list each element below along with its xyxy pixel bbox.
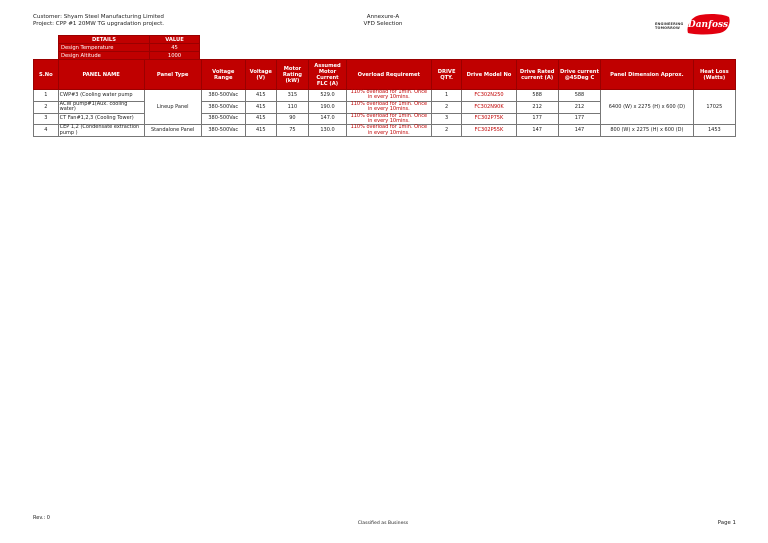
row-motor-current: 529.0 bbox=[309, 90, 347, 102]
header-customer-project bbox=[33, 14, 164, 29]
row-rated-current: 147 bbox=[516, 125, 558, 137]
row-overload: 110% overload for 1min. Once in every 10mins. bbox=[346, 101, 431, 113]
col-drive-qty: DRIVE QTY. bbox=[431, 60, 462, 90]
design-temperature-value: 45 bbox=[150, 44, 200, 52]
revision-label: Rev.: 0 bbox=[33, 515, 50, 521]
row-panel-name: CWP#3 (Cooling water pump bbox=[58, 90, 144, 102]
row-voltage: 415 bbox=[245, 101, 276, 113]
row-rated-current: 177 bbox=[516, 113, 558, 125]
brand-tagline bbox=[655, 22, 683, 30]
row-rated-current: 212 bbox=[516, 101, 558, 113]
lineup-panel-dimension: 6400 (W) x 2275 (H) x 600 (D) bbox=[601, 90, 694, 125]
page-number: Page 1 bbox=[717, 520, 736, 526]
row-voltage: 415 bbox=[245, 125, 276, 137]
lineup-heat-loss: 17025 bbox=[693, 90, 735, 125]
row-drive-model: FC302P55K bbox=[462, 125, 516, 137]
row-voltage-range: 380-500Vac bbox=[201, 90, 245, 102]
row-drive-model: FC302N90K bbox=[462, 101, 516, 113]
col-voltage-range: Voltage Range bbox=[201, 60, 245, 90]
tagline-line-1: ENGINEERING bbox=[655, 22, 684, 26]
vfd-selection-table bbox=[33, 59, 736, 137]
row-voltage-range: 380-500Vac bbox=[201, 113, 245, 125]
row-motor-current: 130.0 bbox=[309, 125, 347, 137]
danfoss-logo bbox=[684, 13, 732, 35]
row-panel-dimension: 800 (W) x 2275 (H) x 600 (D) bbox=[601, 125, 694, 137]
tagline-line-2: TOMORROW bbox=[655, 26, 680, 30]
table-header-row bbox=[34, 60, 736, 90]
col-derated-current: Drive current @45Deg C bbox=[558, 60, 600, 90]
row-derated-current: 177 bbox=[558, 113, 600, 125]
row-sno: 3 bbox=[34, 113, 59, 125]
table-row bbox=[34, 125, 736, 137]
row-derated-current: 212 bbox=[558, 101, 600, 113]
row-drive-qty: 3 bbox=[431, 113, 462, 125]
project-line: Project: CPP #1 20MW TG upgradation project. bbox=[33, 21, 165, 28]
row-derated-current: 147 bbox=[558, 125, 600, 137]
row-drive-model: FC302P75K bbox=[462, 113, 516, 125]
row-overload: 110% overload for 1min. Once in every 10mins. bbox=[346, 113, 431, 125]
row-heat-loss: 1453 bbox=[693, 125, 735, 137]
row-overload: 110% overload for 1min. Once in every 10mins. bbox=[346, 90, 431, 102]
col-panel-dimension: Panel Dimension Approx. bbox=[601, 60, 694, 90]
col-panel-type: Panel Type bbox=[144, 60, 201, 90]
value-header: VALUE bbox=[150, 36, 200, 44]
col-rated-current: Drive Rated current (A) bbox=[516, 60, 558, 90]
customer-line: Customer: Shyam Steel Manufacturing Limited bbox=[33, 14, 164, 20]
table-row bbox=[34, 90, 736, 102]
row-panel-name: ACW pump#1(Aux. cooling water) bbox=[58, 101, 144, 113]
row-voltage-range: 380-500Vac bbox=[201, 125, 245, 137]
col-voltage: Voltage (V) bbox=[245, 60, 276, 90]
details-row bbox=[59, 44, 200, 52]
row-sno: 4 bbox=[34, 125, 59, 137]
annexure-title: Annexure-A bbox=[366, 14, 400, 20]
row-voltage: 415 bbox=[245, 113, 276, 125]
design-altitude-value: 1000 bbox=[150, 52, 200, 60]
design-details-table bbox=[58, 35, 200, 60]
row-overload: 110% overload for 1min. Once in every 10mins. bbox=[346, 125, 431, 137]
row-derated-current: 588 bbox=[558, 90, 600, 102]
row-drive-qty: 2 bbox=[431, 101, 462, 113]
row-drive-qty: 2 bbox=[431, 125, 462, 137]
row-motor-current: 190.0 bbox=[309, 101, 347, 113]
row-motor-rating: 75 bbox=[276, 125, 309, 137]
row-drive-model: FC302N250 bbox=[462, 90, 516, 102]
col-sno: S.No bbox=[34, 60, 59, 90]
row-motor-rating: 90 bbox=[276, 113, 309, 125]
row-voltage: 415 bbox=[245, 90, 276, 102]
col-drive-model: Drive Model No bbox=[462, 60, 516, 90]
header-annexure bbox=[330, 14, 436, 29]
classification-label: Classified as Business bbox=[357, 521, 409, 526]
col-overload: Overload Requiremet bbox=[346, 60, 431, 90]
row-voltage-range: 380-500Vac bbox=[201, 101, 245, 113]
row-panel-name: CEP 1,2 (Condensate extraction pump ) bbox=[58, 125, 144, 137]
row-panel-name: CT Fan#1,2,3 (Cooling Tower) bbox=[58, 113, 144, 125]
row-motor-rating: 315 bbox=[276, 90, 309, 102]
annexure-subtitle: VFD Selection bbox=[363, 21, 403, 28]
col-panel-name: PANEL NAME bbox=[58, 60, 144, 90]
design-temperature-label: Design Temperature bbox=[59, 44, 150, 52]
svg-text:Danfoss: Danfoss bbox=[687, 20, 729, 30]
lineup-panel-type: Lineup Panel bbox=[144, 90, 201, 125]
row-motor-current: 147.0 bbox=[309, 113, 347, 125]
col-motor-current: Assumed Motor Current FLC (A) bbox=[309, 60, 347, 90]
col-motor-rating: Motor Rating (kW) bbox=[276, 60, 309, 90]
row-rated-current: 588 bbox=[516, 90, 558, 102]
col-heat-loss: Heat Loss (Watts) bbox=[693, 60, 735, 90]
row-drive-qty: 1 bbox=[431, 90, 462, 102]
details-header: DETAILS bbox=[59, 36, 150, 44]
row-panel-type: Standalone Panel bbox=[144, 125, 201, 137]
row-sno: 2 bbox=[34, 101, 59, 113]
row-sno: 1 bbox=[34, 90, 59, 102]
design-altitude-label: Design Altitude bbox=[59, 52, 150, 60]
row-motor-rating: 110 bbox=[276, 101, 309, 113]
